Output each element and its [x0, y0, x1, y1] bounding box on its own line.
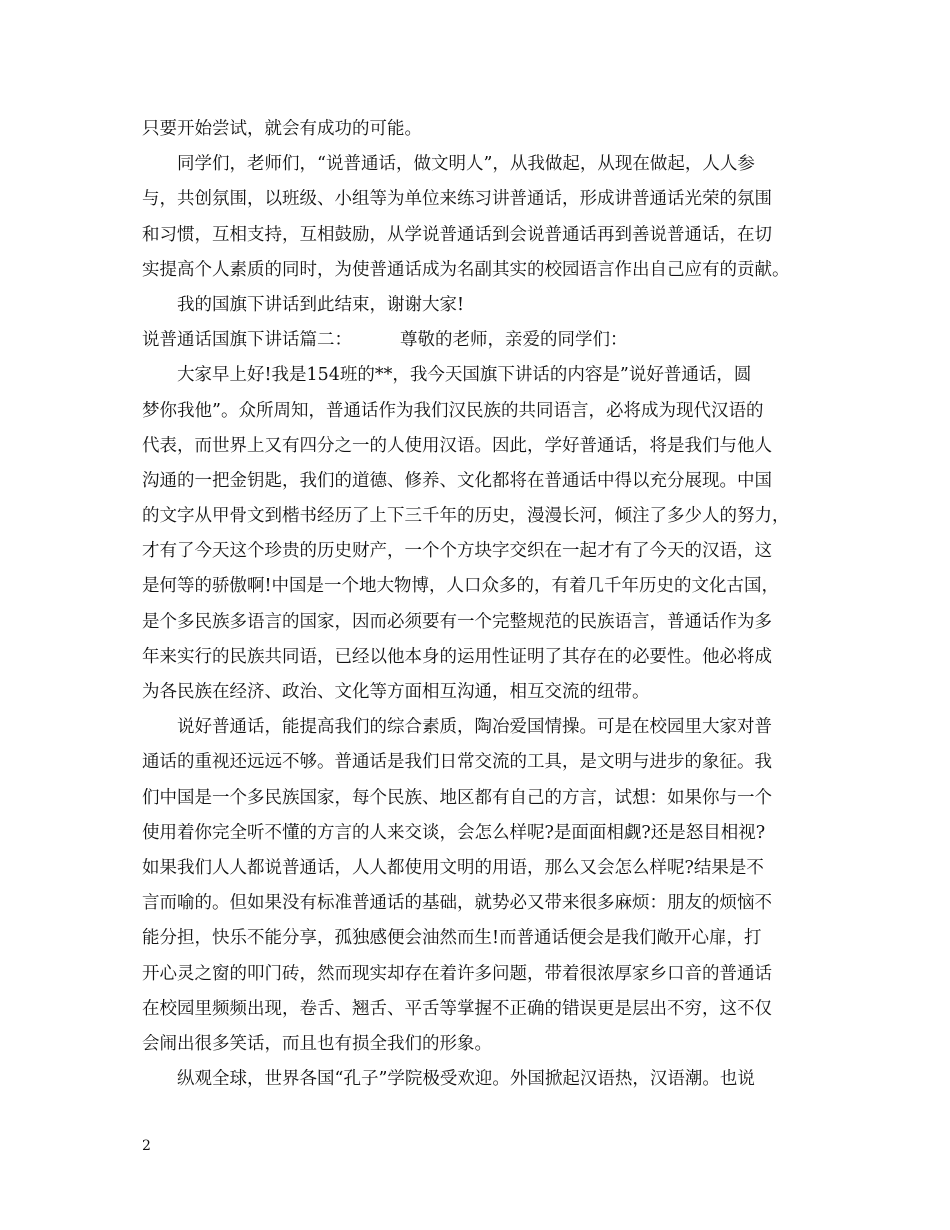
section-heading-line	[142, 323, 832, 358]
text-line: 使用着你完全听不懂的方言的人来交谈，会怎么样呢?是面面相觑?还是怒目相视?	[142, 822, 766, 843]
text-line: 纵观全球，世界各国“孔子”学院极受欢迎。外国掀起汉语热，汉语潮。也说	[177, 1069, 755, 1090]
salutation: 尊敬的老师，亲爱的同学们：	[400, 330, 628, 351]
text-line: 实提高个人素质的同时，为使普通话成为名副其实的校园语言作出自己应有的贡献。	[142, 259, 790, 280]
text-line: 的文字从甲骨文到楷书经历了上下三千年的历史，漫漫长河，倾注了多少人的努力，	[142, 506, 790, 527]
page-number: 2	[142, 1138, 151, 1154]
text-line: 能分担，快乐不能分享，孤独感便会油然而生!而普通话便会是我们敞开心扉，打	[142, 928, 762, 949]
text-line: 们中国是一个多民族国家，每个民族、地区都有自己的方言，试想：如果你与一个	[142, 787, 772, 808]
text-line: 与，共创氛围，以班级、小组等为单位来练习讲普通话，形成讲普通话光荣的氛围	[142, 189, 772, 210]
section-title: 说普通话国旗下讲话篇二：	[142, 330, 352, 351]
text-line: 是个多民族多语言的国家，因而必须要有一个完整规范的民族语言，普通话作为多	[142, 611, 772, 632]
text-line: 梦你我他”。众所周知，普通话作为我们汉民族的共同语言，必将成为现代汉语的	[142, 400, 764, 421]
text-line: 沟通的一把金钥匙，我们的道德、修养、文化都将在普通话中得以充分展现。中国	[142, 470, 772, 491]
text-line: 说好普通话，能提高我们的综合素质，陶冶爱国情操。可是在校园里大家对普	[177, 717, 772, 738]
document-body	[142, 112, 832, 1097]
text-line: 会闹出很多笑话，而且也有损全我们的形象。	[142, 1033, 492, 1054]
text-line: 如果我们人人都说普通话，人人都使用文明的用语，那么又会怎么样呢?结果是不	[142, 857, 764, 878]
text-line: 为各民族在经济、政治、文化等方面相互沟通，相互交流的纽带。	[142, 682, 650, 702]
text-line: 在校园里频频出现，卷舌、翘舌、平舌等掌握不正确的错误更是层出不穷，这不仅	[142, 998, 772, 1019]
text-line: 才有了今天这个珍贵的历史财产，一个个方块字交织在一起才有了今天的汉语，这	[142, 541, 772, 562]
text-line: 通话的重视还远远不够。普通话是我们日常交流的工具，是文明与进步的象征。我	[142, 752, 772, 773]
text-line: 大家早上好!我是154班的**，我今天国旗下讲话的内容是”说好普通话，圆	[177, 365, 752, 386]
text-line: 和习惯，互相支持，互相鼓励，从学说普通话到会说普通话再到善说普通话，在切	[142, 224, 772, 245]
text-line: 只要开始尝试，就会有成功的可能。	[142, 119, 422, 139]
text-line: 开心灵之窗的叩门砖，然而现实却存在着许多问题，带着很浓厚家乡口音的普通话	[142, 963, 772, 984]
text-line: 年来实行的民族共同语，已经以他本身的运用性证明了其存在的必要性。他必将成	[142, 646, 772, 667]
text-line: 言而喻的。但如果没有标准普通话的基础，就势必又带来很多麻烦：朋友的烦恼不	[142, 893, 772, 914]
text-line: 代表，而世界上又有四分之一的人使用汉语。因此，学好普通话，将是我们与他人	[142, 435, 772, 456]
text-line: 是何等的骄傲啊!中国是一个地大物博，人口众多的，有着几千年历史的文化古国，	[142, 576, 780, 597]
text-line: 同学们，老师们，“说普通话，做文明人”，从我做起，从现在做起，人人参	[177, 154, 755, 175]
text-line: 我的国旗下讲话到此结束，谢谢大家!	[177, 294, 465, 315]
